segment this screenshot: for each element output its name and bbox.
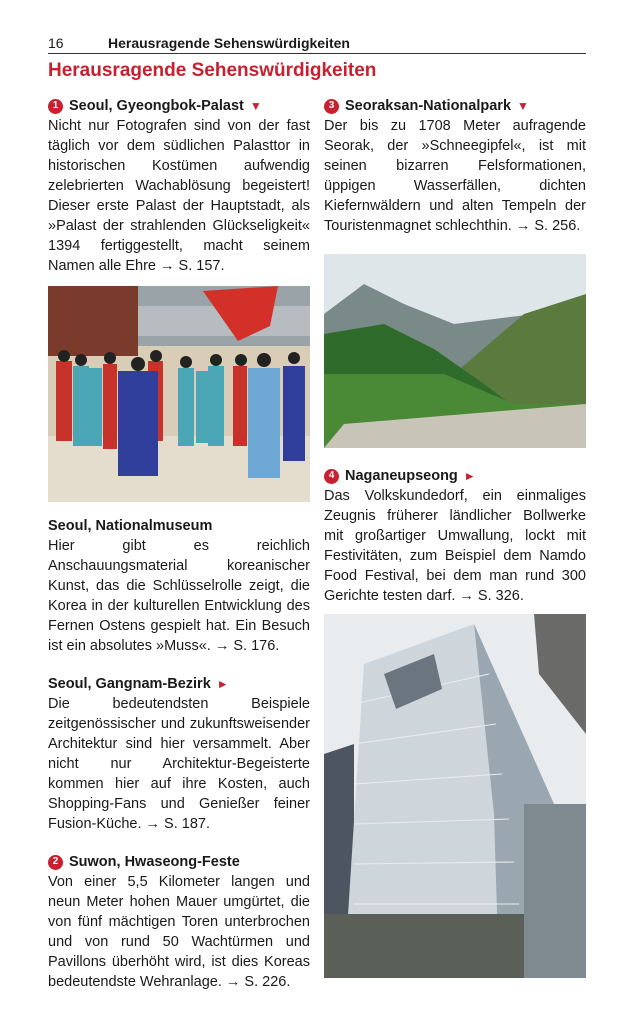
page-title: Herausragende Sehenswürdigkeiten [48, 60, 377, 81]
left-column [48, 96, 310, 1010]
entry-title: Seoul, Nationalmuseum [48, 518, 213, 534]
triangle-right-icon: ► [463, 469, 476, 483]
entry-suwon [48, 852, 310, 992]
right-column [324, 96, 586, 978]
number-badge: 1 [48, 99, 63, 114]
running-title: Herausragende Sehenswürdigkeiten [108, 35, 350, 51]
number-badge: 2 [48, 855, 63, 870]
number-badge: 4 [324, 469, 339, 484]
entry-text: Von einer 5,5 Kilometer langen und neun Meter hohen Mauer umgürtet, die von fünf mächtigen Toren unterbrochen und von rund 50 Wachtürmen und Pavillons überhöht wird, ist dies Koreas bedeutendste Wehranlage. → S. 226. [48, 874, 310, 990]
entry-heading [324, 96, 586, 116]
entry-gangnam [48, 674, 310, 834]
entry-text: Das Volkskundedorf, ein einmaliges Zeugnis früherer ländlicher Bollwerke mit großartiger Umwallung, lockt mit Festivitäten, zum Beispiel dem Namdo Food Festival, bei dem man rund 300 Gerichte testen darf. → S. 326. [324, 488, 586, 604]
entry-seoraksan [324, 96, 586, 236]
entry-heading [48, 852, 310, 872]
page-number: 16 [48, 35, 64, 51]
entry-heading [48, 96, 310, 116]
entry-title: Naganeupseong [345, 468, 458, 484]
triangle-right-icon: ► [216, 677, 229, 691]
entry-text: Der bis zu 1708 Meter aufragende Seorak, der »Schneegipfel«, ist mit seinen bizarren Felsformationen, üppigen Wasserfällen, dichten Kiefernwäldern und alten Tempeln der Touristenmagnet schlechthin. → S. 256. [324, 118, 586, 234]
entry-national-museum [48, 516, 310, 656]
entry-heading [48, 516, 310, 536]
skyscraper-photo [324, 614, 586, 978]
entry-title: Seoul, Gyeongbok-Palast [69, 98, 244, 114]
entry-text: Die bedeutendsten Beispiele zeitgenössischer und zukunftsweisender Architektur sind hier versammelt. Aber nicht nur Architektur-Begeisterte kommen hier auf ihre Kosten, auch Shopping-Fans und Genießer feiner Fusion-Küche. → S. 187. [48, 696, 310, 832]
entry-seoul-palace [48, 96, 310, 276]
entry-text: Nicht nur Fotografen sind von der fast täglich vor dem südlichen Palasttor in historischen Kostümen aufwendig zelebrierten Wachablösung begeistert! Dieser erste Palast der Hauptstadt, als »Palast der strahlenden Glückseligkeit« 1394 fertiggestellt, macht seinem Namen alle Ehre → S. 157. [48, 118, 310, 274]
entry-title: Seoraksan-Nationalpark [345, 98, 512, 114]
triangle-down-icon: ▼ [249, 99, 262, 113]
triangle-down-icon: ▼ [517, 99, 529, 113]
entry-text: Hier gibt es reichlich Anschauungsmaterial koreanischer Kunst, das die Schlüsselrolle zeigt, die Korea in der kulturellen Entwicklung des Fernen Ostens gespielt hat. Ein Besuch ist ein absolutes »Muss«. → S. 176. [48, 538, 310, 654]
running-header [48, 31, 586, 54]
entry-title: Suwon, Hwaseong-Feste [69, 854, 240, 870]
entry-heading [48, 674, 310, 694]
mountain-valley-photo [324, 254, 586, 448]
number-badge: 3 [324, 99, 339, 114]
guard-ceremony-photo [48, 286, 310, 502]
entry-naganeupseong [324, 466, 586, 606]
entry-title: Seoul, Gangnam-Bezirk [48, 676, 211, 692]
entry-heading [324, 466, 586, 486]
